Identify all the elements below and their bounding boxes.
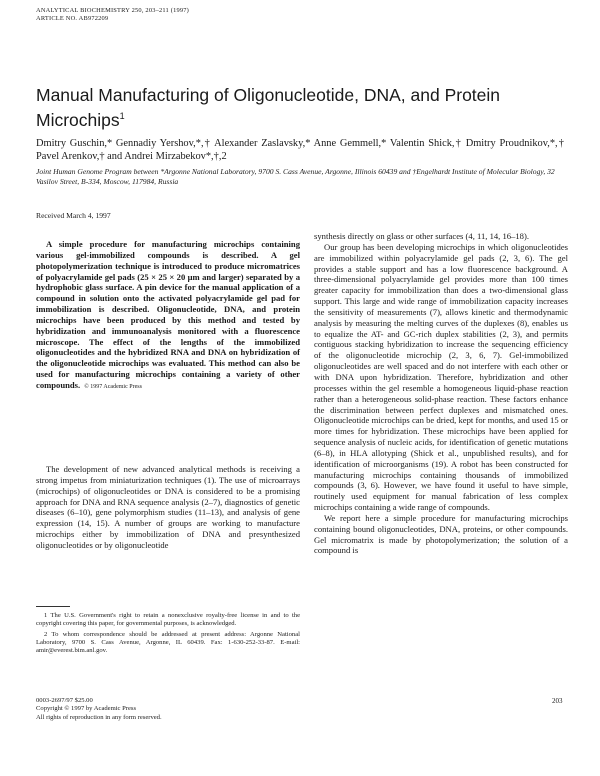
body-paragraph: Our group has been developing microchips in which oligonucleotides are immobilized within polyacrylamide gel pads (2, 3, 6). The gel provides a stable support and has a low fluorescence background. A three-dimensional polyacrylamide gel provides more than 100 times greater capacity for immobilization than does a two-dimensional glass support. This large and wide range of immobilization capacity increases the sensitivity of measurements (7), allows kinetic and thermodynamic analysis by measuring the melting curves of the duplexes (8), enables us to equalize the AT- and GC-rich duplex stabilities (2, 3), and permits contiguous stacking hybridization to increase the sequencing efficiency of the oligonucleotide microchip (2, 3, 6, 7). Gel-immobilized oligonucleotides are well spaced and do not interfere with each other or with DNA upon hybridization. Therefore, hybridization and other processes within the gel resemble a homogeneous liquid-phase reaction rather than a heterogeneous solid-phase reaction. These factors enhance the discrimination between perfect duplexes and mismatched ones. Oligonucleotide microchips can be dried, kept for months, and used 15 or more times for hybridization. These microchips have been applied for sequence analysis of nucleic acids, for identification of genetic mutations (6–8), in HLA allotyping (Shick et al., unpublished results), and for identification of microorganisms (19). A robot has been constructed for manufacturing microchips containing thousands of immobilized compounds (3, 6). However, we have found it useful to have simple, routinely used equipment for manual fabrication of less complex microchips containing a wide range of compounds. bbox=[314, 241, 568, 513]
body-paragraph: The development of new advanced analytical methods is receiving a strong impetus from miniaturization techniques (1). The use of microarrays (microchips) of oligonucleotides or DNA is considered to be a promising approach for DNA and RNA sequence analysis (2–7), diagnostics of genetic diseases (6–10), gene polymorphism studies (11–13), and analysis of gene expression (14, 15). A number of groups are working to manufacture microchips either by immobilization of DNA and presynthesized oligonucleotides or by oligonucleotide bbox=[36, 464, 300, 550]
rights-line: All rights of reproduction in any form reserved. bbox=[36, 713, 162, 721]
article-number: ARTICLE NO. AB972209 bbox=[36, 15, 109, 22]
right-column-body bbox=[314, 231, 568, 556]
paper-title bbox=[36, 85, 556, 131]
abstract bbox=[36, 239, 300, 393]
left-column-body bbox=[36, 464, 300, 551]
received-date: Received March 4, 1997 bbox=[36, 211, 111, 220]
abstract-text: A simple procedure for manufacturing microchips containing various gel-immobilized compounds is described. A gel photopolymerization technique is introduced to produce micromatrices of polyacrylamide gel pads (25 × 25 × 20 μm and larger) separated by a hydrophobic glass surface. A pin device for the manual application of a compound in solution onto the activated polyacrylamide gel pad for immobilization is described. Oligonucleotide, DNA, and protein microchips have been produced by this method and tested by hybridization and immunoanalysis monitored with a fluorescence microscope. The effect of the lengths of the immobilized oligonucleotides and the hybridized RNA and DNA on hybridization of the oligonucleotide microchips was evaluated. This method can also be used for manufacturing microchips containing a variety of other compounds. bbox=[36, 239, 300, 390]
affiliations: Joint Human Genome Program between *Argonne National Laboratory, 9700 S. Cass Avenue, Argonne, Illinois 60439 and †Engelhardt Institute of Molecular Biology, 32 Vasilov Street, B-334, Moscow, 117984, Russia bbox=[36, 167, 555, 186]
abstract-paragraph bbox=[36, 239, 300, 393]
footnote-2: 2 To whom correspondence should be addressed at present address: Argonne National Laboratory, 9700 S. Cass Avenue, Argonne, IL 60439. Fax: 1-630-252-33-87. E-mail: amir@everest.bim.anl.gov. bbox=[36, 630, 300, 655]
paper-title-text: Manual Manufacturing of Oligonucleotide, DNA, and Protein Microchips bbox=[36, 85, 501, 130]
abstract-copyright: © 1997 Academic Press bbox=[84, 383, 142, 390]
journal-name-volume: ANALYTICAL BIOCHEMISTRY 250, 203–211 (1997) bbox=[36, 7, 189, 14]
publication-info bbox=[36, 697, 162, 722]
journal-header bbox=[36, 7, 189, 23]
copyright-line: Copyright © 1997 by Academic Press bbox=[36, 705, 137, 713]
footnote-rule bbox=[36, 606, 70, 607]
page-number: 203 bbox=[552, 697, 563, 705]
title-footnote-mark: 1 bbox=[119, 111, 125, 121]
body-paragraph: We report here a simple procedure for manufacturing microchips containing bound oligonucleotides, DNA, proteins, or other compounds. Gel micromatrix is made by photopolymerization; the solution of a compound is bbox=[314, 512, 568, 556]
author-list: Dmitry Guschin,* Gennadiy Yershov,*,† Alexander Zaslavsky,* Anne Gemmell,* Valentin Shick,† Dmitry Proudnikov,*,† Pavel Arenkov,† and Andrei Mirzabekov*,†,2 bbox=[36, 138, 564, 162]
body-paragraph: synthesis directly on glass or other surfaces (4, 11, 14, 16–18). bbox=[314, 231, 529, 241]
footnote-1: 1 The U.S. Government's right to retain a nonexclusive royalty-free license in and to the copyright covering this paper, for governmental purposes, is acknowledged. bbox=[36, 612, 300, 628]
issn-price: 0003-2697/97 $25.00 bbox=[36, 697, 93, 704]
footnotes bbox=[36, 612, 300, 657]
